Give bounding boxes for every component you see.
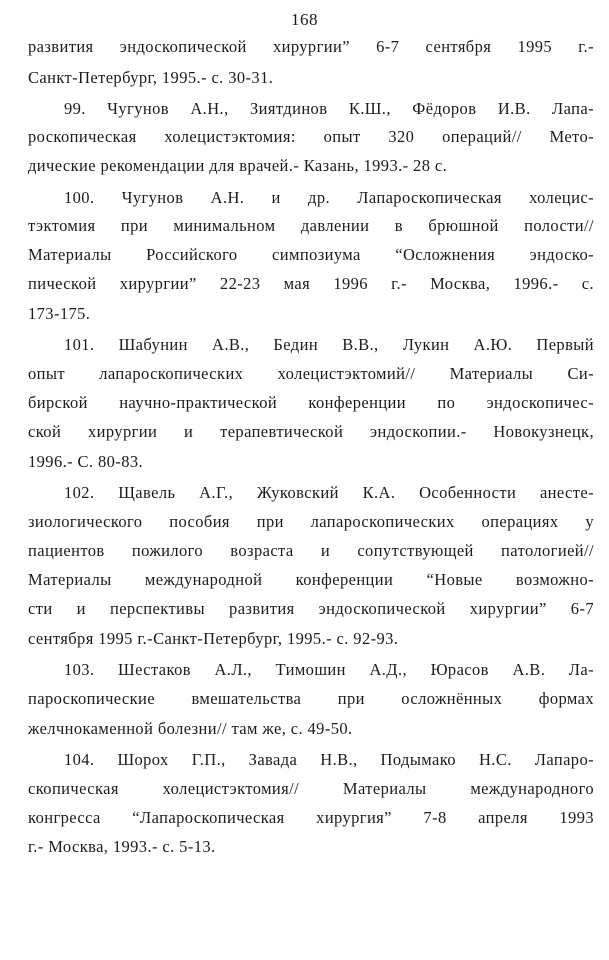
text-line: 104. Шорох Г.П., Завада Н.В., Подымако Н.С. Лапаро- (64, 750, 594, 769)
text-line: развития эндоскопической хирургии” 6-7 сентября 1995 г.- (28, 37, 594, 56)
text-line: Материалы Российского симпозиума “Осложнения эндоско- (28, 245, 594, 264)
text-line: Санкт-Петербург, 1995.- с. 30-31. (28, 68, 274, 87)
text-line: роскопическая холецистэктомия: опыт 320 операций// Мето- (28, 127, 594, 146)
text-line: дические рекомендации для врачей.- Казань, 1993.- 28 с. (28, 156, 448, 175)
page-number: 168 (291, 10, 318, 29)
text-line: тэктомия при минимальном давлении в брюшной полости// (28, 216, 594, 235)
text-line: 103. Шестаков А.Л., Тимошин А.Д., Юрасов А.В. Ла- (64, 660, 594, 679)
text-line: г.- Москва, 1993.- с. 5-13. (28, 837, 216, 856)
text-line: ской хирургии и терапевтической эндоскопии.- Новокузнецк, (28, 422, 594, 441)
text-line: зиологического пособия при лапароскопических операциях у (28, 512, 594, 531)
text-line: сти и перспективы развития эндоскопической хирургии” 6-7 (28, 599, 594, 618)
text-line: скопическая холецистэктомия// Материалы международного (28, 779, 594, 798)
text-line: бирской научно-практической конференции по эндоскопичес- (28, 393, 594, 412)
text-line: 173-175. (28, 304, 91, 323)
text-line: 101. Шабунин А.В., Бедин В.В., Лукин А.Ю. Первый (64, 335, 594, 354)
text-line: сентября 1995 г.-Санкт-Петербург, 1995.- с. 92-93. (28, 629, 399, 648)
text-line: опыт лапароскопических холецистэктомий// Материалы Си- (28, 364, 594, 383)
text-line: конгресса “Лапароскопическая хирургия” 7-8 апреля 1993 (28, 808, 594, 827)
text-line: пароскопические вмешательства при осложнённых формах (28, 689, 594, 708)
text-line: желчнокаменной болезни// там же, с. 49-50. (28, 719, 353, 738)
text-line: пической хирургии” 22-23 мая 1996 г.- Москва, 1996.- с. (28, 274, 594, 293)
text-line: 100. Чугунов А.Н. и др. Лапароскопическая холецис- (64, 188, 594, 207)
text-line: пациентов пожилого возраста и сопутствующей патологией// (28, 541, 594, 560)
text-line: Материалы международной конференции “Новые возможно- (28, 570, 594, 589)
text-line: 102. Щавель А.Г., Жуковский К.А. Особенности анесте- (64, 483, 594, 502)
text-line: 99. Чугунов А.Н., Зиятдинов К.Ш., Фёдоров И.В. Лапа- (64, 99, 594, 118)
text-line: 1996.- С. 80-83. (28, 452, 144, 471)
